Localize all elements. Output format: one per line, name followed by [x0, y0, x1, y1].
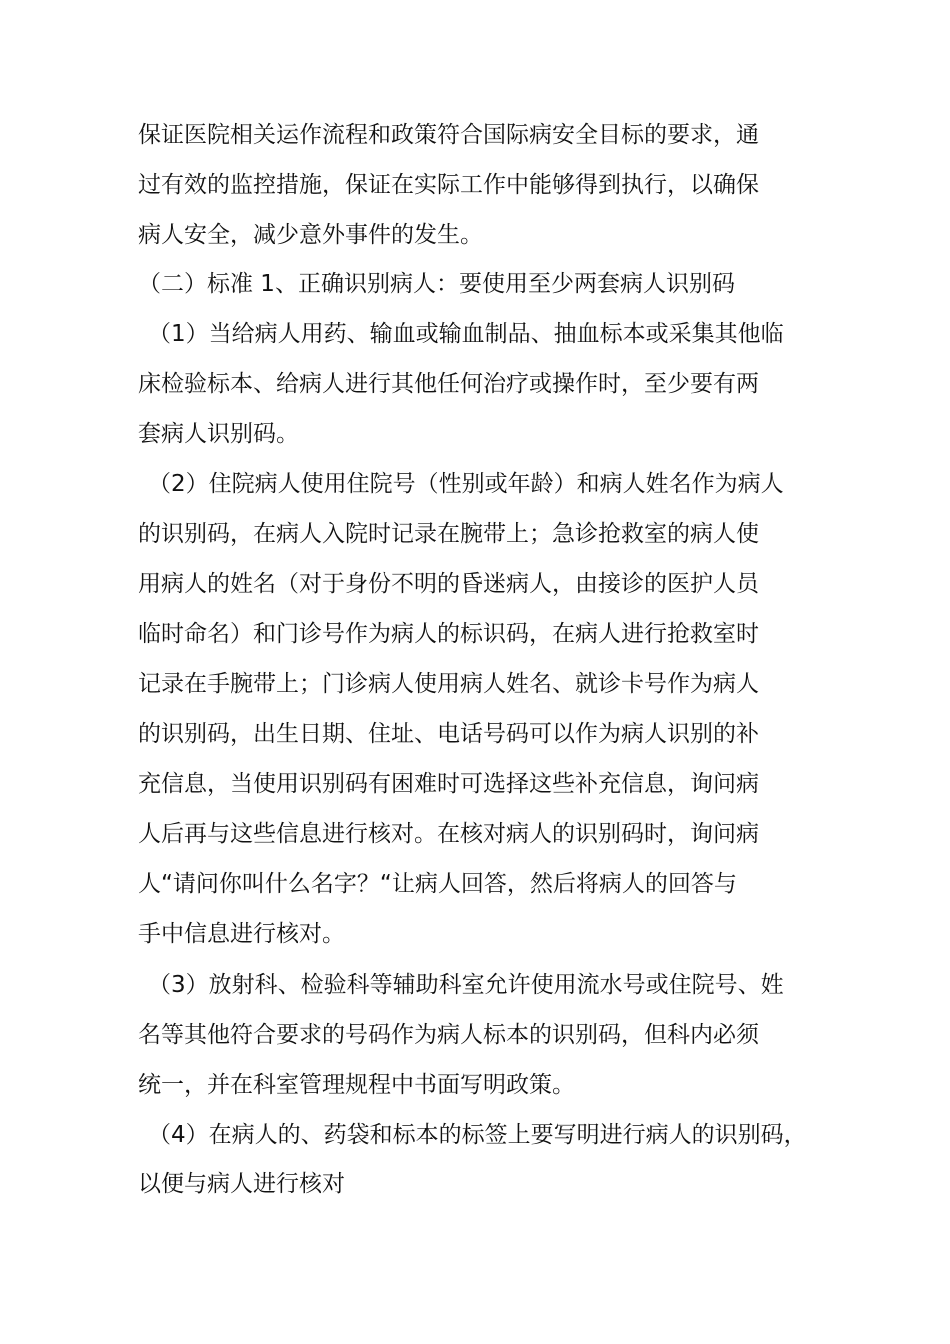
list-item-1-line: （1）当给病人用药、输血或输血制品、抽血标本或采集其他临	[148, 321, 784, 347]
list-item-2-line: （2）住院病人使用住院号（性别或年龄）和病人姓名作为病人	[148, 471, 784, 497]
text-line: 充信息，当使用识别码有困难时可选择这些补充信息，询问病	[138, 771, 759, 797]
text-line: 统一，并在科室管理规程中书面写明政策。	[138, 1072, 575, 1098]
text-line: 手中信息进行核对。	[138, 921, 345, 947]
text-line: 过有效的监控措施，保证在实际工作中能够得到执行，以确保	[138, 172, 759, 198]
text-line: 套病人识别码。	[138, 421, 299, 447]
text-line: 以便与病人进行核对	[138, 1171, 345, 1197]
text-line: 临时命名）和门诊号作为病人的标识码，在病人进行抢救室时	[138, 621, 759, 647]
text-line: 的识别码，出生日期、住址、电话号码可以作为病人识别的补	[138, 721, 759, 747]
text-line: 人后再与这些信息进行核对。在核对病人的识别码时，询问病	[138, 821, 759, 847]
list-item-4-line: （4）在病人的、药袋和标本的标签上要写明进行病人的识别码，	[148, 1122, 807, 1148]
text-line: 用病人的姓名（对于身份不明的昏迷病人，由接诊的医护人员	[138, 571, 759, 597]
text-line: 人“请问你叫什么名字？“让病人回答，然后将病人的回答与	[138, 871, 737, 897]
text-line: 保证医院相关运作流程和政策符合国际病安全目标的要求，通	[138, 122, 759, 148]
text-line: 病人安全，减少意外事件的发生。	[138, 222, 483, 248]
text-line: 的识别码，在病人入院时记录在腕带上；急诊抢救室的病人使	[138, 521, 759, 547]
text-line: 记录在手腕带上；门诊病人使用病人姓名、就诊卡号作为病人	[138, 671, 759, 697]
text-line: 名等其他符合要求的号码作为病人标本的识别码，但科内必须	[138, 1022, 759, 1048]
list-item-3-line: （3）放射科、检验科等辅助科室允许使用流水号或住院号、姓	[148, 972, 784, 998]
section-heading: （二）标准 1、正确识别病人：要使用至少两套病人识别码	[138, 271, 735, 297]
text-line: 床检验标本、给病人进行其他任何治疗或操作时，至少要有两	[138, 371, 759, 397]
